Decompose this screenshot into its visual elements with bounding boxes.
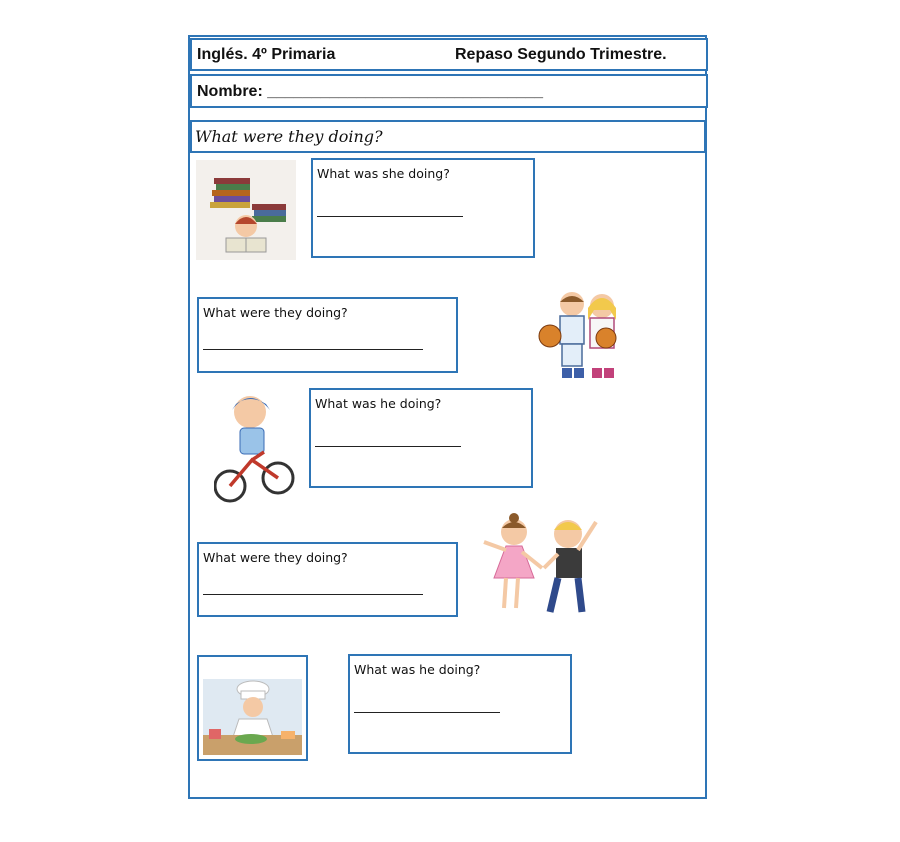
question-text: What was she doing? bbox=[317, 166, 450, 181]
boy-cooking-picture bbox=[203, 679, 302, 755]
answer-line[interactable] bbox=[315, 446, 461, 447]
kids-dancing-picture bbox=[478, 512, 604, 618]
question-text: What was he doing? bbox=[315, 396, 442, 411]
girl-reading-books-picture bbox=[196, 160, 296, 260]
cooking-picture-frame bbox=[197, 655, 308, 761]
worksheet-title: Repaso Segundo Trimestre. bbox=[455, 46, 667, 63]
subject-label: Inglés. 4º Primaria bbox=[197, 46, 336, 63]
question-text: What was he doing? bbox=[354, 662, 481, 677]
question-text: What were they doing? bbox=[203, 550, 348, 565]
name-label: Nombre: _______________________________ bbox=[197, 83, 544, 100]
kids-basketball-picture bbox=[530, 288, 634, 386]
answer-line[interactable] bbox=[203, 349, 423, 350]
question-box-5 bbox=[348, 654, 572, 754]
boy-cycling-picture bbox=[214, 388, 296, 506]
question-box-1 bbox=[311, 158, 535, 258]
question-box-4 bbox=[197, 542, 458, 617]
answer-line[interactable] bbox=[203, 594, 423, 595]
name-row bbox=[190, 74, 708, 108]
header-title-row bbox=[190, 38, 708, 71]
instruction-row bbox=[190, 120, 706, 153]
question-box-3 bbox=[309, 388, 533, 488]
instruction-text: What were they doing? bbox=[195, 127, 383, 146]
answer-line[interactable] bbox=[317, 216, 463, 217]
question-text: What were they doing? bbox=[203, 305, 348, 320]
question-box-2 bbox=[197, 297, 458, 373]
answer-line[interactable] bbox=[354, 712, 500, 713]
